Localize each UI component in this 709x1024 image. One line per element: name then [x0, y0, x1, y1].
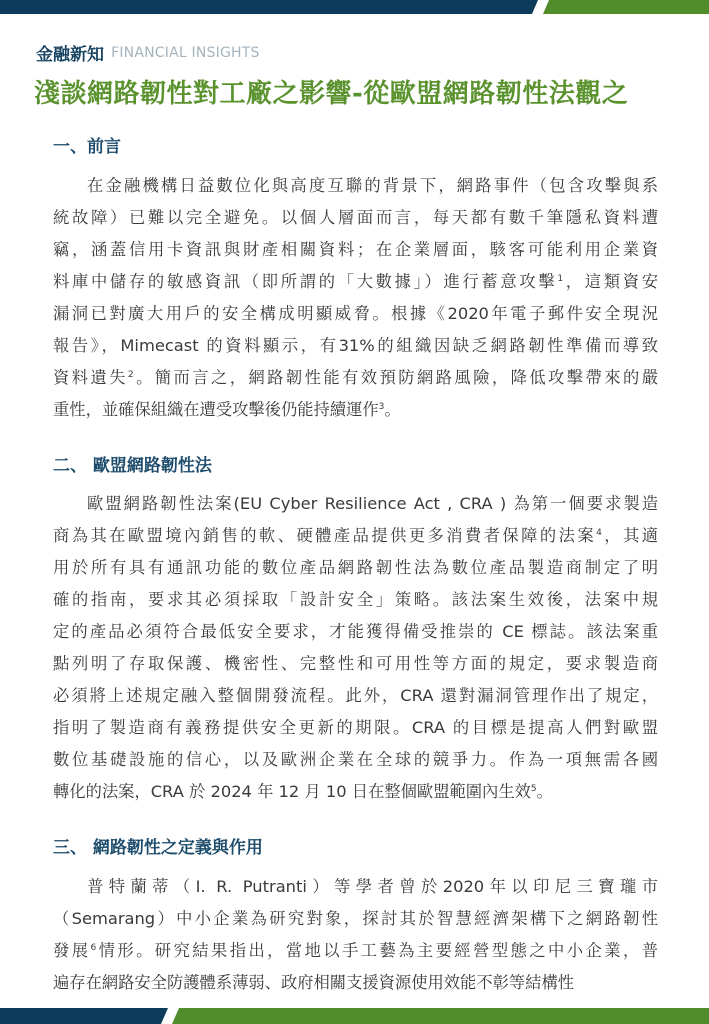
para-line: 定的產品必須符合最低安全要求，才能獲得備受推崇的 CE 標誌。該法案重	[53, 622, 658, 641]
para-line: 遍存在網路安全防護體系薄弱、政府相關支援資源使用效能不彰等結構性	[53, 973, 575, 992]
para-line	[53, 776, 658, 808]
section-2-paragraph	[53, 488, 658, 808]
section-kicker	[36, 40, 260, 64]
line-text: 情形。研究結果指出，當地以手工藝為主要經營型態之中小企業，普	[96, 941, 658, 960]
section-heading-1: 一、前言	[53, 137, 121, 157]
para-line: 點列明了存取保護、機密性、完整性和可用性等方面的規定，要求製造商	[53, 654, 658, 673]
line-text: 。	[384, 400, 401, 419]
bottom-decorative-bar	[0, 1008, 709, 1024]
footnote-ref-1[interactable]: 1	[557, 274, 564, 284]
top-bar-navy-segment	[0, 0, 538, 14]
para-line: 指明了製造商有義務提供安全更新的期限。CRA 的目標是提高人們對歐盟	[53, 718, 658, 737]
section-3-paragraph	[53, 871, 658, 999]
para-line: （Semarang）中小企業為研究對象，探討其於智慧經濟架構下之網路韌性	[53, 909, 658, 928]
kicker-en: FINANCIAL INSIGHTS	[111, 44, 260, 61]
article-title: 淺談網路韌性對工廠之影響-從歐盟網路韌性法觀之	[34, 79, 629, 109]
line-text: ，其適	[601, 526, 658, 545]
section-heading-2: 二、 歐盟網路韌性法	[53, 456, 212, 476]
footnote-ref-4[interactable]: 4	[596, 528, 602, 538]
line-text: 發展	[53, 941, 91, 960]
para-line: 數位基礎設施的信心，以及歐洲企業在全球的競爭力。作為一項無需各國	[53, 750, 658, 769]
bottom-bar-green-segment	[172, 1008, 709, 1024]
footnote-ref-3[interactable]: 3	[378, 402, 385, 412]
section-1-paragraph	[53, 170, 658, 426]
para-line: 用於所有具有通訊功能的數位產品網路韌性法為數位產品製造商制定了明	[53, 558, 658, 577]
para-line: 在金融機構日益數位化與高度互聯的背景下，網路事件（包含攻擊與系	[87, 176, 658, 195]
line-text: 商為其在歐盟境內銷售的軟、硬體產品提供更多消費者保障的法案	[53, 526, 597, 545]
line-text: 。	[536, 782, 553, 801]
para-line	[53, 394, 658, 426]
top-bar-green-segment	[543, 0, 709, 14]
kicker-zh: 金融新知	[36, 45, 104, 65]
para-line: 漏洞已對廣大用戶的安全構成明顯威脅。根據《2020年電子郵件安全現況	[53, 304, 658, 323]
para-line	[53, 362, 658, 394]
line-text: 轉化的法案，CRA 於 2024 年 12 月 10 日在整個歐盟範圍內生效	[53, 782, 531, 801]
para-line: 確的指南，要求其必須採取「設計安全」策略。該法案生效後，法案中規	[53, 590, 658, 609]
para-line	[53, 935, 658, 967]
para-line: 歐盟網路韌性法案(EU Cyber Resilience Act , CRA ) 為第一個要求製造	[87, 494, 658, 513]
line-text: 料庫中儲存的敏感資訊（即所謂的「大數據」）進行蓄意攻擊	[53, 272, 558, 291]
para-line: 普特蘭蒂（I. R. Putranti）等學者曾於2020年以印尼三寶瓏市	[87, 877, 658, 896]
line-text: 。簡而言之，網路韌性能有效預防網路風險，降低攻擊帶來的嚴	[133, 368, 658, 387]
top-decorative-bar	[0, 0, 709, 14]
line-text: 重性，並確保組織在遭受攻擊後仍能持續運作	[53, 400, 379, 419]
section-heading-3: 三、 網路韌性之定義與作用	[53, 838, 263, 858]
footnote-ref-5[interactable]: 5	[530, 784, 537, 794]
para-line: 必須將上述規定融入整個開發流程。此外，CRA 還對漏洞管理作出了規定，	[53, 686, 658, 705]
para-line: 報告》，Mimecast 的資料顯示，有31%的組織因缺乏網路韌性準備而導致	[53, 336, 658, 355]
para-line: 統故障）已難以完全避免。以個人層面而言，每天都有數千筆隱私資料遭	[53, 208, 658, 227]
footnote-ref-2[interactable]: 2	[127, 370, 134, 380]
para-line: 竊，涵蓋信用卡資訊與財產相關資料；在企業層面，駭客可能利用企業資	[53, 240, 658, 259]
line-text: 資料遺失	[53, 368, 128, 387]
line-text: ，這類資安	[563, 272, 658, 291]
footnote-ref-6[interactable]: 6	[90, 943, 97, 953]
para-line	[53, 520, 658, 552]
bottom-bar-navy-segment	[0, 1008, 168, 1024]
para-line	[53, 266, 658, 298]
